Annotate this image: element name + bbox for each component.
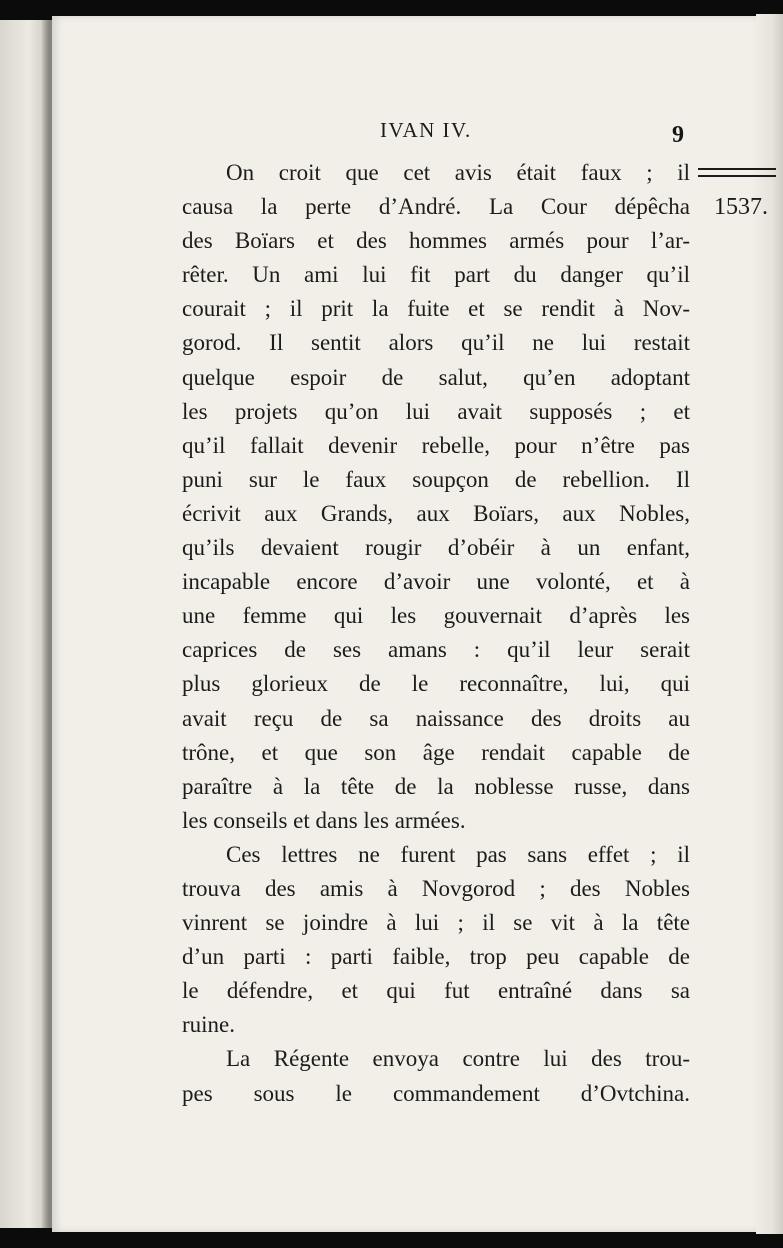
text-line: écrivit aux Grands, aux Boïars, aux Nobles, [182, 500, 690, 526]
text-line: avait reçu de sa naissance des droits au [182, 705, 690, 731]
text-line: courait ; il prit la fuite et se rendit à Nov- [182, 296, 690, 322]
page-number: 9 [672, 122, 684, 148]
text-line: d’un parti : parti faible, trop peu capable de [182, 944, 690, 970]
text-line: rêter. Un ami lui fit part du danger qu’il [182, 262, 690, 288]
text-line: le défendre, et qui fut entraîné dans sa [182, 978, 690, 1004]
text-line: les projets qu’on lui avait supposés ; et [182, 398, 690, 424]
text-line: des Boïars et des hommes armés pour l’ar- [182, 228, 690, 254]
body-text [182, 156, 690, 1111]
text-line: On croit que cet avis était faux ; il [226, 160, 690, 185]
margin-rule-top [698, 168, 776, 170]
text-line: quelque espoir de salut, qu’en adoptant [182, 364, 690, 390]
text-line: qu’ils devaient rougir d’obéir à un enfant, [182, 535, 690, 561]
text-line: pes sous le commandement d’Ovtchina. [182, 1080, 690, 1106]
text-line: qu’il fallait devenir rebelle, pour n’être pas [182, 432, 690, 458]
text-line: Ces lettres ne furent pas sans effet ; il [226, 841, 690, 867]
text-line: incapable encore d’avoir une volonté, et à [182, 569, 690, 595]
text-line: vinrent se joindre à lui ; il se vit à la tête [182, 910, 690, 936]
text-line: caprices de ses amans : qu’il leur serait [182, 637, 690, 663]
text-line: gorod. Il sentit alors qu’il ne lui restait [182, 330, 690, 356]
text-line: puni sur le faux soupçon de rebellion. Il [182, 466, 690, 492]
margin-year-note: 1537. [714, 194, 768, 220]
text-line: plus glorieux de le reconnaître, lui, qui [182, 671, 690, 697]
text-line: paraître à la tête de la noblesse russe, dans [182, 773, 690, 799]
text-line: ruine. [182, 1012, 236, 1038]
text-line: les conseils et dans les armées. [182, 807, 466, 833]
text-line: trouva des amis à Novgorod ; des Nobles [182, 875, 690, 901]
running-head: IVAN IV. [380, 118, 472, 142]
text-line: causa la perte d’André. La Cour dépêcha [182, 194, 690, 220]
page-header [52, 118, 756, 148]
margin-rule-bottom [698, 175, 776, 177]
book-page [52, 16, 768, 1232]
text-line: trône, et que son âge rendait capable de [182, 739, 690, 765]
text-line: La Régente envoya contre lui des trou- [226, 1046, 690, 1072]
text-line: une femme qui les gouvernait d’après les [182, 603, 690, 629]
